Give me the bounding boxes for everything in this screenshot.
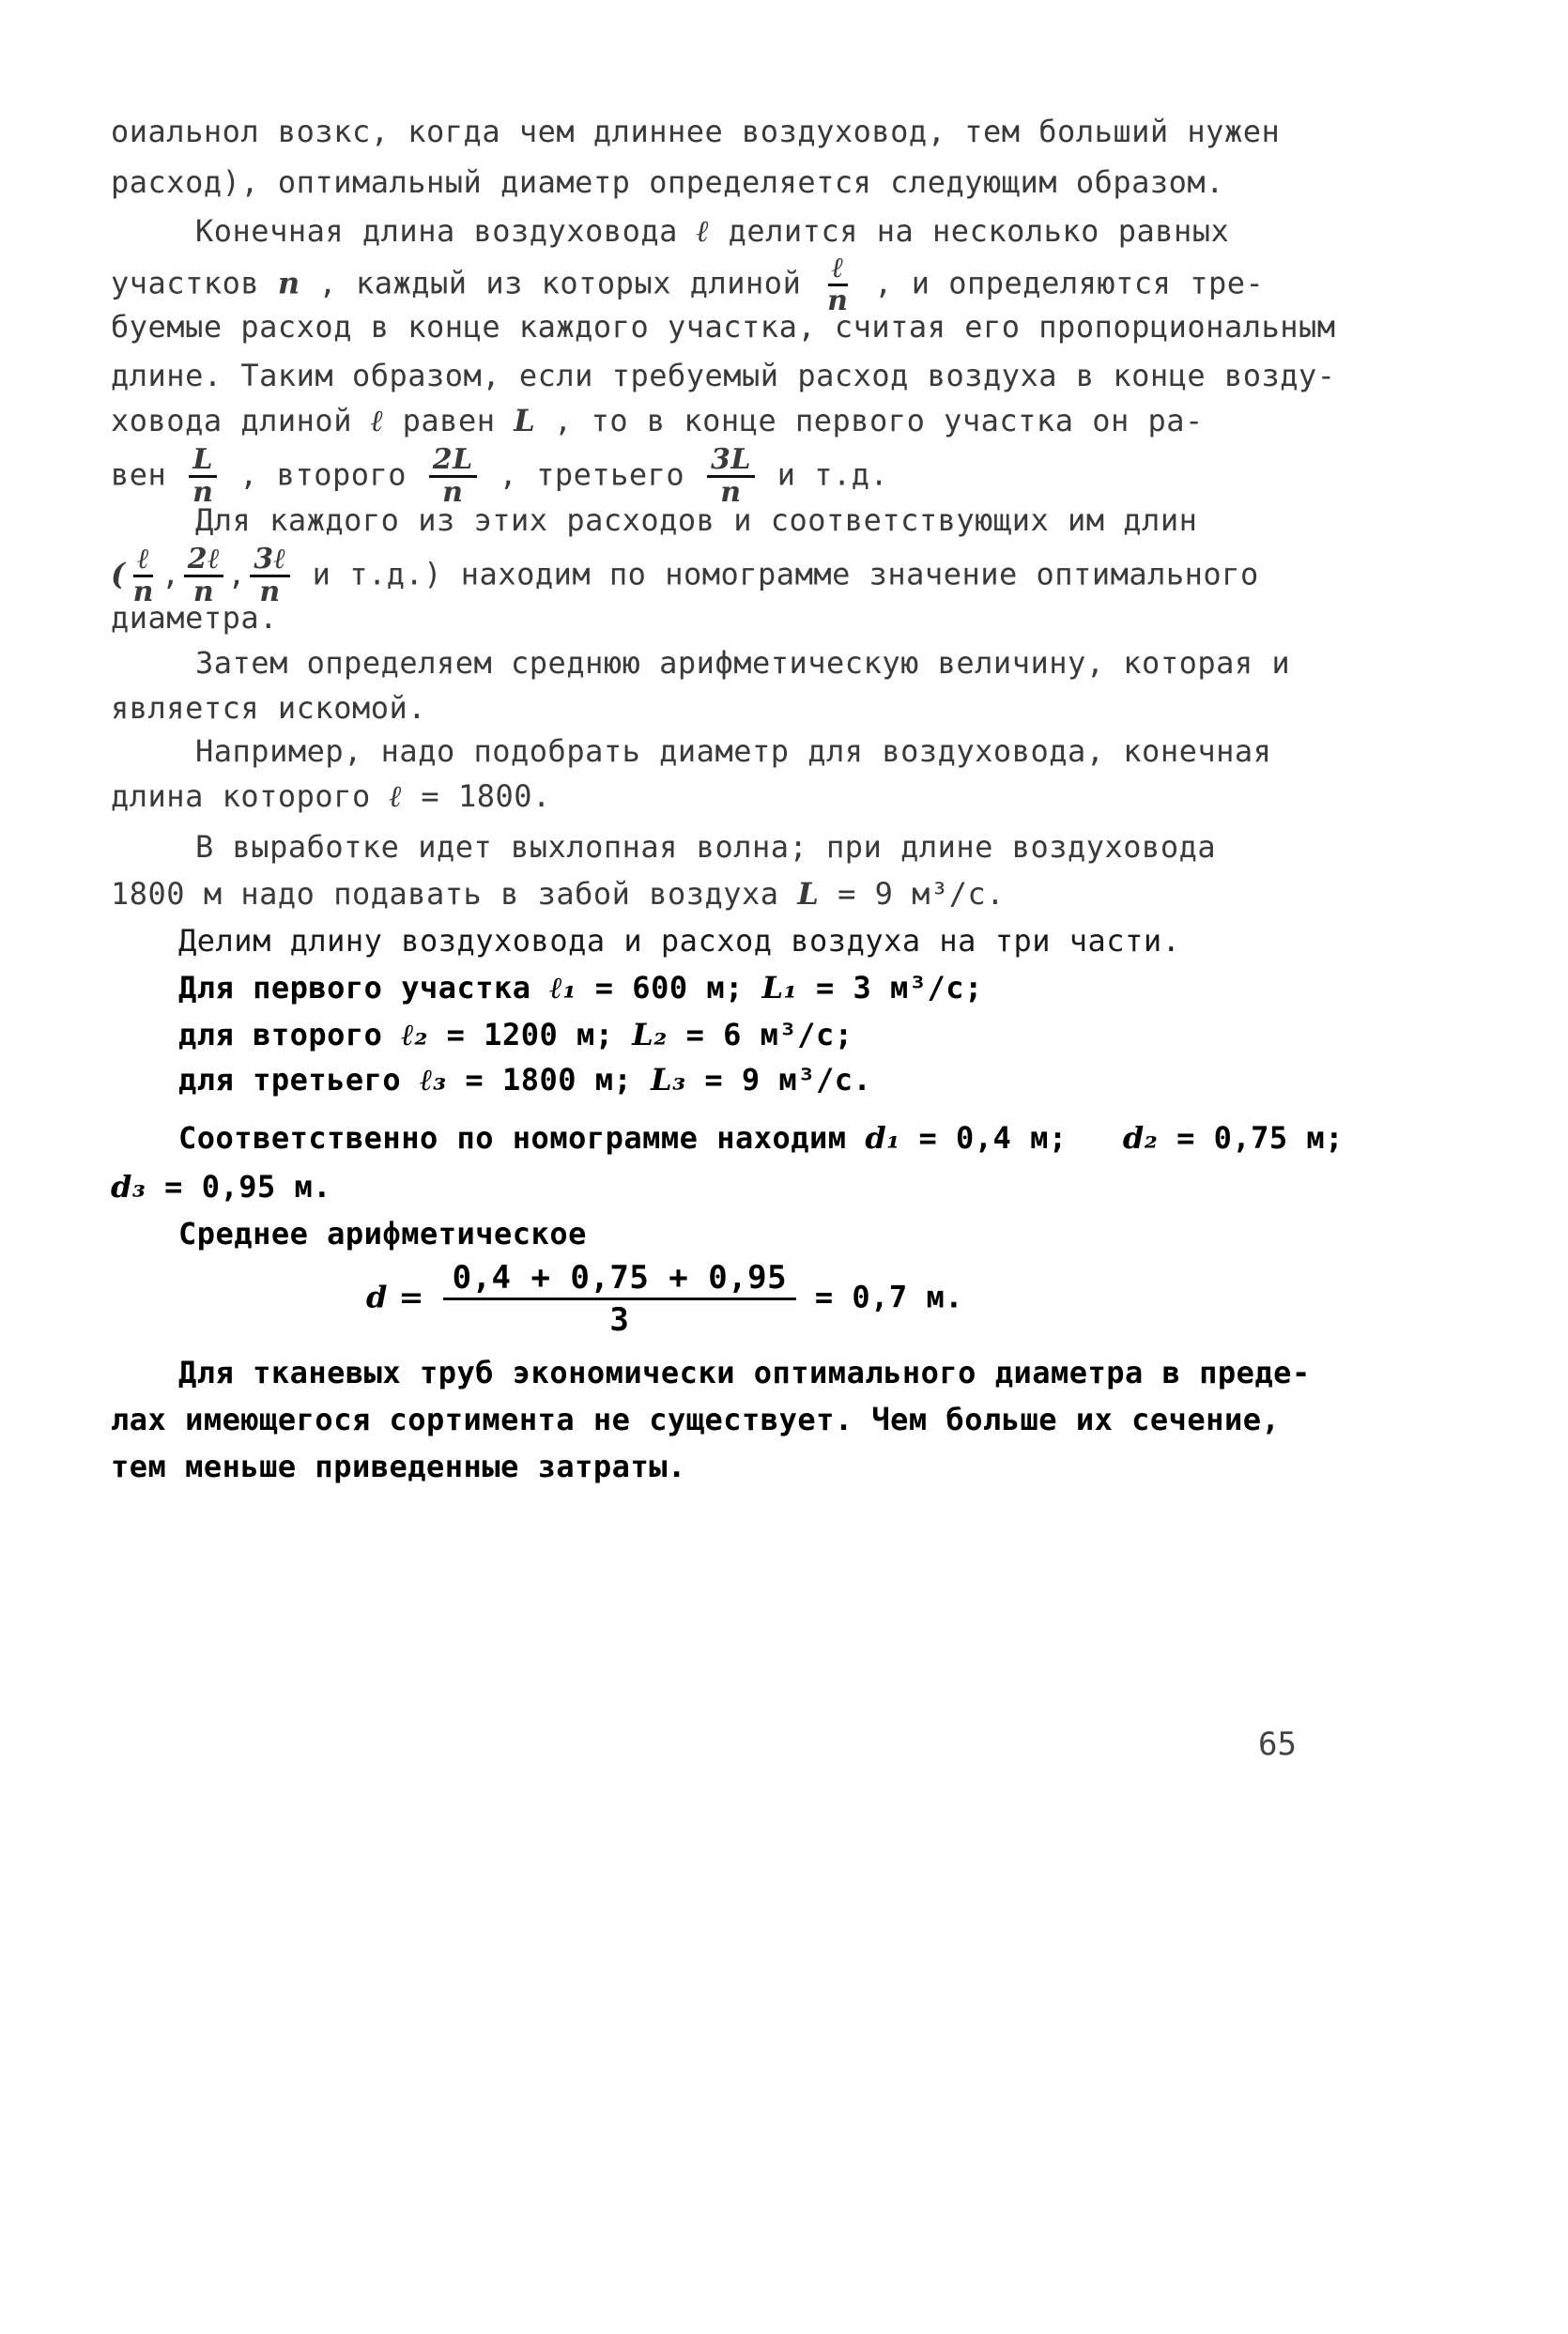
formula: d = $\frac{0,4 + 0,75 + 0,95}{3}$ = 0,7 м. (366, 1259, 963, 1339)
page-number: 65 (1258, 1726, 1297, 1763)
text-line: вен $\frac{L}{n}$ , второго $\frac{2L}{n}$ , третьего $\frac{3L}{n}$ и т.д. (111, 443, 889, 509)
text-line: буемые расход в конце каждого участка, считая его пропорциональным (111, 309, 1336, 345)
text-line: расход), оптимальный диаметр определяется следующим образом. (111, 164, 1224, 200)
text-line: оиальнол возкс, когда чем длиннее воздуховод, тем больший нужен (111, 114, 1281, 149)
fraction: $\frac{\text{ℓ}}{n}$ (827, 252, 849, 317)
text-line: Для тканевых труб экономически оптимального диаметра в преде- (178, 1355, 1311, 1390)
text-line: длине. Таким образом, если требуемый расход воздуха в конце возду- (111, 358, 1336, 393)
text-line: участков n , каждый из которых длиной $\frac{\text{ℓ}}{n}$ , и определяются тре- (111, 252, 1265, 317)
text-line: длина которого ℓ = 1800. (111, 778, 551, 814)
text-line: В выработке идет выхлопная волна; при длине воздуховода (195, 829, 1217, 865)
fraction: $\frac{\text{ℓ}}{n}$ (132, 543, 154, 608)
text-line: d₃ = 0,95 м. (111, 1169, 332, 1205)
text-line: лах имеющегося сортимента не существует. Чем больше их сечение, (111, 1402, 1281, 1437)
text-line: Затем определяем среднюю арифметическую величину, которая и (195, 645, 1291, 681)
text-line: Например, надо подобрать диаметр для воздуховода, конечная (195, 733, 1272, 769)
text-line: Конечная длина воздуховода ℓ делится на несколько равных (195, 213, 1230, 249)
fraction: $\frac{L}{n}$ (189, 445, 217, 508)
text-line: является искомой. (111, 690, 427, 726)
text-line: для третьего ℓ₃ = 1800 м; L₃ = 9 м³/с. (178, 1062, 872, 1098)
text-line: ховода длиной ℓ равен L , то в конце первого участка он ра- (111, 403, 1204, 438)
fraction: $\frac{\text{2ℓ}}{n}$ (184, 545, 224, 607)
text-line: тем меньше приведенные затраты. (111, 1449, 686, 1484)
text-line: ( $\frac{\text{ℓ}}{n}$ , $\frac{\text{2ℓ}}{n}$ , $\frac{\text{3ℓ}}{n}$ и т.д.) находим по номограмме значение оптимального (111, 543, 1259, 608)
fraction: $\frac{2L}{n}$ (429, 445, 477, 508)
text-line: Для первого участка ℓ₁ = 600 м; L₁ = 3 м³/с; (178, 970, 983, 1006)
text-line: диаметра. (111, 600, 278, 636)
fraction: $\frac{0,4 + 0,75 + 0,95}{3}$ (443, 1258, 797, 1340)
fraction: $\frac{\text{3ℓ}}{n}$ (250, 545, 290, 607)
text-line: Делим длину воздуховода и расход воздуха на три части. (178, 923, 1181, 959)
fraction: $\frac{3L}{n}$ (707, 445, 755, 508)
text-line: Соответственно по номограмме находим d₁ = 0,4 м; d₂ = 0,75 м; (178, 1120, 1344, 1156)
text-line: Среднее арифметическое (178, 1216, 587, 1251)
text-line: 1800 м надо подавать в забой воздуха L = 9 м³/с. (111, 876, 1005, 912)
text-line: Для каждого из этих расходов и соответствующих им длин (195, 502, 1198, 538)
text-line: для второго ℓ₂ = 1200 м; L₂ = 6 м³/с; (178, 1017, 853, 1052)
